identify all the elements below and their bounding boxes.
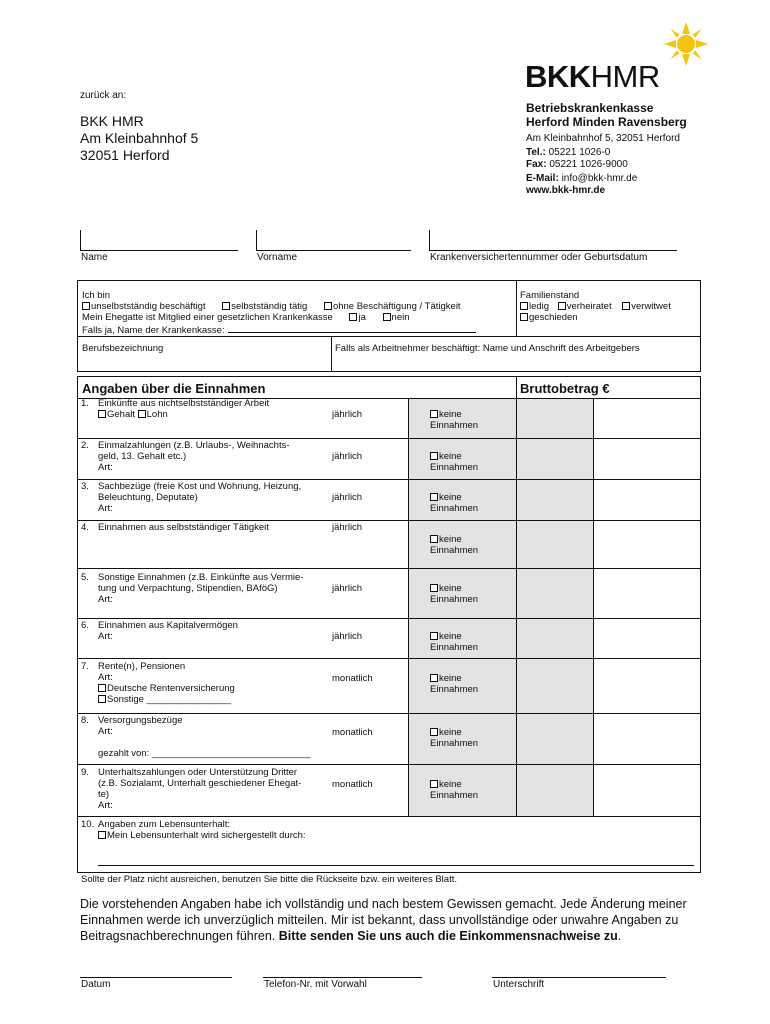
keine-einnahmen-checkbox[interactable] <box>430 673 490 695</box>
unemployed-label: ohne Beschäftigung / Tätigkeit <box>332 301 461 312</box>
row-text: Sonstige Einnahmen (z.B. Einkünfte aus Vermie- <box>98 572 304 583</box>
row-text: Unterhaltszahlungen oder Unterstützung Dritter <box>98 767 298 778</box>
fax-label: Fax: <box>526 159 547 170</box>
row-label <box>98 767 330 811</box>
row-label <box>98 481 330 514</box>
signature-label: Unterschrift <box>493 979 545 990</box>
einnahmen-label: Einnahmen <box>430 503 479 514</box>
family-status-section <box>520 290 700 323</box>
row-text: Einnahmen aus selbstständiger Tätigkeit <box>98 522 269 533</box>
company-name-line1: Betriebskrankenkasse <box>526 101 654 115</box>
income-row-3 <box>77 479 701 521</box>
income-row-10 <box>77 816 701 873</box>
insurance-number-label: Krankenversichertennummer oder Geburtsdatum <box>430 252 648 263</box>
geschieden-label: geschieden <box>529 312 578 323</box>
kasse-input[interactable] <box>228 323 476 333</box>
row-text: te) <box>98 789 110 800</box>
row-text: Versorgungsbezüge <box>98 715 183 726</box>
company-name-line2: Herford Minden Ravensberg <box>526 115 687 129</box>
spouse-question: Mein Ehegatte ist Mitglied einer gesetzlichen Krankenkasse <box>82 312 333 323</box>
kasse-label: Falls ja, Name der Krankenkasse: <box>82 325 225 336</box>
row-art: Art: <box>98 503 113 514</box>
declaration-end: . <box>617 929 622 943</box>
lebensunterhalt-checkbox[interactable] <box>98 830 306 841</box>
brutto-header: Bruttobetrag € <box>520 381 610 396</box>
income-row-7 <box>77 658 701 714</box>
row-text: Sachbezüge (freie Kost und Wohnung, Heizung, <box>98 481 302 492</box>
sonstige-checkbox[interactable] <box>98 694 330 705</box>
lebensunterhalt-input[interactable] <box>98 865 694 866</box>
row-number: 1. <box>81 398 89 409</box>
row-text: Einmalzahlungen (z.B. Urlaubs-, Weihnachts- <box>98 440 290 451</box>
verwitwet-label: verwitwet <box>631 301 671 312</box>
name-field[interactable] <box>80 250 238 251</box>
email-value: info@bkk-hmr.de <box>561 173 638 184</box>
keine-einnahmen-checkbox[interactable] <box>430 779 490 801</box>
row-text: Rente(n), Pensionen <box>98 661 186 672</box>
keine-label: keine <box>439 631 462 642</box>
row-label <box>98 661 330 705</box>
keine-label: keine <box>439 492 462 503</box>
status-section <box>82 290 512 336</box>
lohn-label: Lohn <box>146 409 168 420</box>
return-label: zurück an: <box>80 90 127 101</box>
income-row-6 <box>77 618 701 659</box>
row-label <box>98 620 330 642</box>
ich-bin-label: Ich bin <box>82 290 110 301</box>
period-label: monatlich <box>332 779 373 790</box>
row-text: Angaben zum Lebensunterhalt: <box>98 819 231 830</box>
spouse-yes-checkbox[interactable] <box>349 312 365 323</box>
row-text: Einkünfte aus nichtselbstständiger Arbeit <box>98 398 270 409</box>
row-text: geld, 13. Gehalt etc.) <box>98 451 187 462</box>
company-website: www.bkk-hmr.de <box>526 185 606 196</box>
recipient-address <box>80 113 198 164</box>
phone-field[interactable] <box>263 977 422 978</box>
recipient-city: 32051 Herford <box>80 147 170 163</box>
fax-value: 05221 1026-9000 <box>549 159 628 170</box>
tel-value: 05221 1026-0 <box>548 147 611 158</box>
row-number: 8. <box>81 715 89 726</box>
spouse-no-checkbox[interactable] <box>383 312 410 323</box>
row-number: 3. <box>81 481 89 492</box>
row-number: 6. <box>81 620 89 631</box>
logo-bkk: BKK <box>525 59 591 94</box>
row-text: tung und Verpachtung, Stipendien, BAföG) <box>98 583 278 594</box>
family-label: Familienstand <box>520 290 580 301</box>
unemployed-checkbox[interactable] <box>324 301 461 312</box>
keine-einnahmen-checkbox[interactable] <box>430 727 490 749</box>
row-art: Art: <box>98 672 113 683</box>
keine-einnahmen-checkbox[interactable] <box>430 451 490 473</box>
recipient-street: Am Kleinbahnhof 5 <box>80 130 199 146</box>
company-address: Am Kleinbahnhof 5, 32051 Herford <box>526 133 680 144</box>
name-label: Name <box>81 252 108 263</box>
period-label: jährlich <box>332 583 363 594</box>
period-label: jährlich <box>332 631 363 642</box>
employed-checkbox[interactable] <box>82 301 206 312</box>
gezahlt-von-field[interactable]: gezahlt von: ______________________________ <box>98 748 311 759</box>
einnahmen-label: Einnahmen <box>430 738 479 749</box>
period-label: jährlich <box>332 409 363 420</box>
keine-einnahmen-checkbox[interactable] <box>430 534 490 556</box>
row-text: Beleuchtung, Deputate) <box>98 492 198 503</box>
income-header: Angaben über die Einnahmen <box>82 381 266 396</box>
keine-einnahmen-checkbox[interactable] <box>430 631 490 653</box>
row-art: Art: <box>98 462 113 473</box>
date-field[interactable] <box>80 977 232 978</box>
ledig-label: ledig <box>529 301 550 312</box>
income-row-4 <box>77 520 701 569</box>
firstname-label: Vorname <box>257 252 298 263</box>
rentenversicherung-label: Deutsche Rentenversicherung <box>107 683 235 694</box>
employer-label: Falls als Arbeitnehmer beschäftigt: Name und Anschrift des Arbeitgebers <box>335 343 640 354</box>
keine-label: keine <box>439 673 462 684</box>
recipient-name: BKK HMR <box>80 113 144 129</box>
firstname-field[interactable] <box>256 250 411 251</box>
tel-label: Tel.: <box>526 147 546 158</box>
period-label: monatlich <box>332 727 373 738</box>
row-number: 9. <box>81 767 89 778</box>
spouse-yes-label: ja <box>358 312 366 323</box>
bkk-hmr-logo <box>525 60 660 94</box>
keine-label: keine <box>439 727 462 738</box>
company-contact <box>526 147 637 197</box>
row-label <box>98 572 330 605</box>
signature-field[interactable] <box>492 977 666 978</box>
period-label: monatlich <box>332 673 373 684</box>
gehalt-label: Gehalt <box>107 409 135 420</box>
row-art: Art: <box>98 631 113 642</box>
verheiratet-label: verheiratet <box>566 301 612 312</box>
einnahmen-label: Einnahmen <box>430 420 479 431</box>
keine-einnahmen-checkbox[interactable] <box>430 492 490 514</box>
footer-note: Sollte der Platz nicht ausreichen, benutzen Sie bitte die Rückseite bzw. ein weiteres Blatt. <box>81 874 457 885</box>
einnahmen-label: Einnahmen <box>430 594 479 605</box>
row-art: Art: <box>98 594 113 605</box>
logo-hmr: HMR <box>590 59 660 94</box>
date-label: Datum <box>81 979 111 990</box>
row-art: Art: <box>98 726 113 737</box>
verwitwet-checkbox[interactable] <box>622 301 671 312</box>
income-row-1 <box>77 397 701 439</box>
lohn-checkbox[interactable] <box>138 409 168 420</box>
keine-label: keine <box>439 451 462 462</box>
spouse-no-label: nein <box>391 312 410 323</box>
phone-label: Telefon-Nr. mit Vorwahl <box>264 979 367 990</box>
ledig-checkbox[interactable] <box>520 301 549 312</box>
sonstige-label: Sonstige ________________ <box>107 694 232 705</box>
row-number: 2. <box>81 440 89 451</box>
row-label <box>98 715 330 759</box>
income-row-2 <box>77 438 701 480</box>
rentenversicherung-checkbox[interactable] <box>98 683 330 694</box>
income-row-8 <box>77 713 701 765</box>
einnahmen-label: Einnahmen <box>430 642 479 653</box>
selfemployed-checkbox[interactable] <box>222 301 307 312</box>
einnahmen-label: Einnahmen <box>430 545 479 556</box>
row-number: 10. <box>81 819 95 830</box>
row-art: Art: <box>98 800 113 811</box>
selfemployed-label: selbstständig tätig <box>231 301 308 312</box>
sun-icon <box>662 20 710 68</box>
einnahmen-label: Einnahmen <box>430 462 479 473</box>
keine-label: keine <box>439 534 462 545</box>
row-number: 4. <box>81 522 89 533</box>
keine-label: keine <box>439 409 462 420</box>
row-text: (z.B. Sozialamt, Unterhalt geschiedener Ehegat- <box>98 778 302 789</box>
row-label <box>98 398 330 420</box>
keine-label: keine <box>439 583 462 594</box>
einnahmen-label: Einnahmen <box>430 684 479 695</box>
job-label: Berufsbezeichnung <box>82 343 164 354</box>
company-name <box>526 101 687 129</box>
geschieden-checkbox[interactable] <box>520 312 700 323</box>
income-row-9 <box>77 764 701 817</box>
income-row-5 <box>77 568 701 619</box>
income-header-row <box>78 377 700 399</box>
declaration-bold: Bitte senden Sie uns auch die Einkommensnachweise zu <box>278 929 618 943</box>
keine-einnahmen-checkbox[interactable] <box>430 409 490 431</box>
lebensunterhalt-label: Mein Lebensunterhalt wird sichergestellt durch: <box>107 830 306 841</box>
email-label: E-Mail: <box>526 173 559 184</box>
declaration-text: Die vorstehenden Angaben habe ich vollständig und nach bestem Gewissen gemacht. Jede Änderung meiner Einnahmen werde ich unverzüglich mitteilen. Mir ist bekannt, dass unvollständige oder unwahre Angaben zu Beitragsnachberechnungen führen. <box>80 897 687 943</box>
verheiratet-checkbox[interactable] <box>558 301 612 312</box>
employed-label: unselbstständig beschäftigt <box>91 301 206 312</box>
gehalt-checkbox[interactable] <box>98 409 135 420</box>
declaration <box>80 896 710 944</box>
period-label: jährlich <box>332 451 363 462</box>
einnahmen-label: Einnahmen <box>430 790 479 801</box>
period-label: jährlich <box>332 522 363 533</box>
keine-einnahmen-checkbox[interactable] <box>430 583 490 605</box>
row-number: 5. <box>81 572 89 583</box>
status-box <box>77 280 701 372</box>
insurance-number-field[interactable] <box>429 250 677 251</box>
row-text: Einnahmen aus Kapitalvermögen <box>98 620 238 631</box>
row-number: 7. <box>81 661 89 672</box>
keine-label: keine <box>439 779 462 790</box>
row-label <box>98 440 330 473</box>
period-label: jährlich <box>332 492 363 503</box>
